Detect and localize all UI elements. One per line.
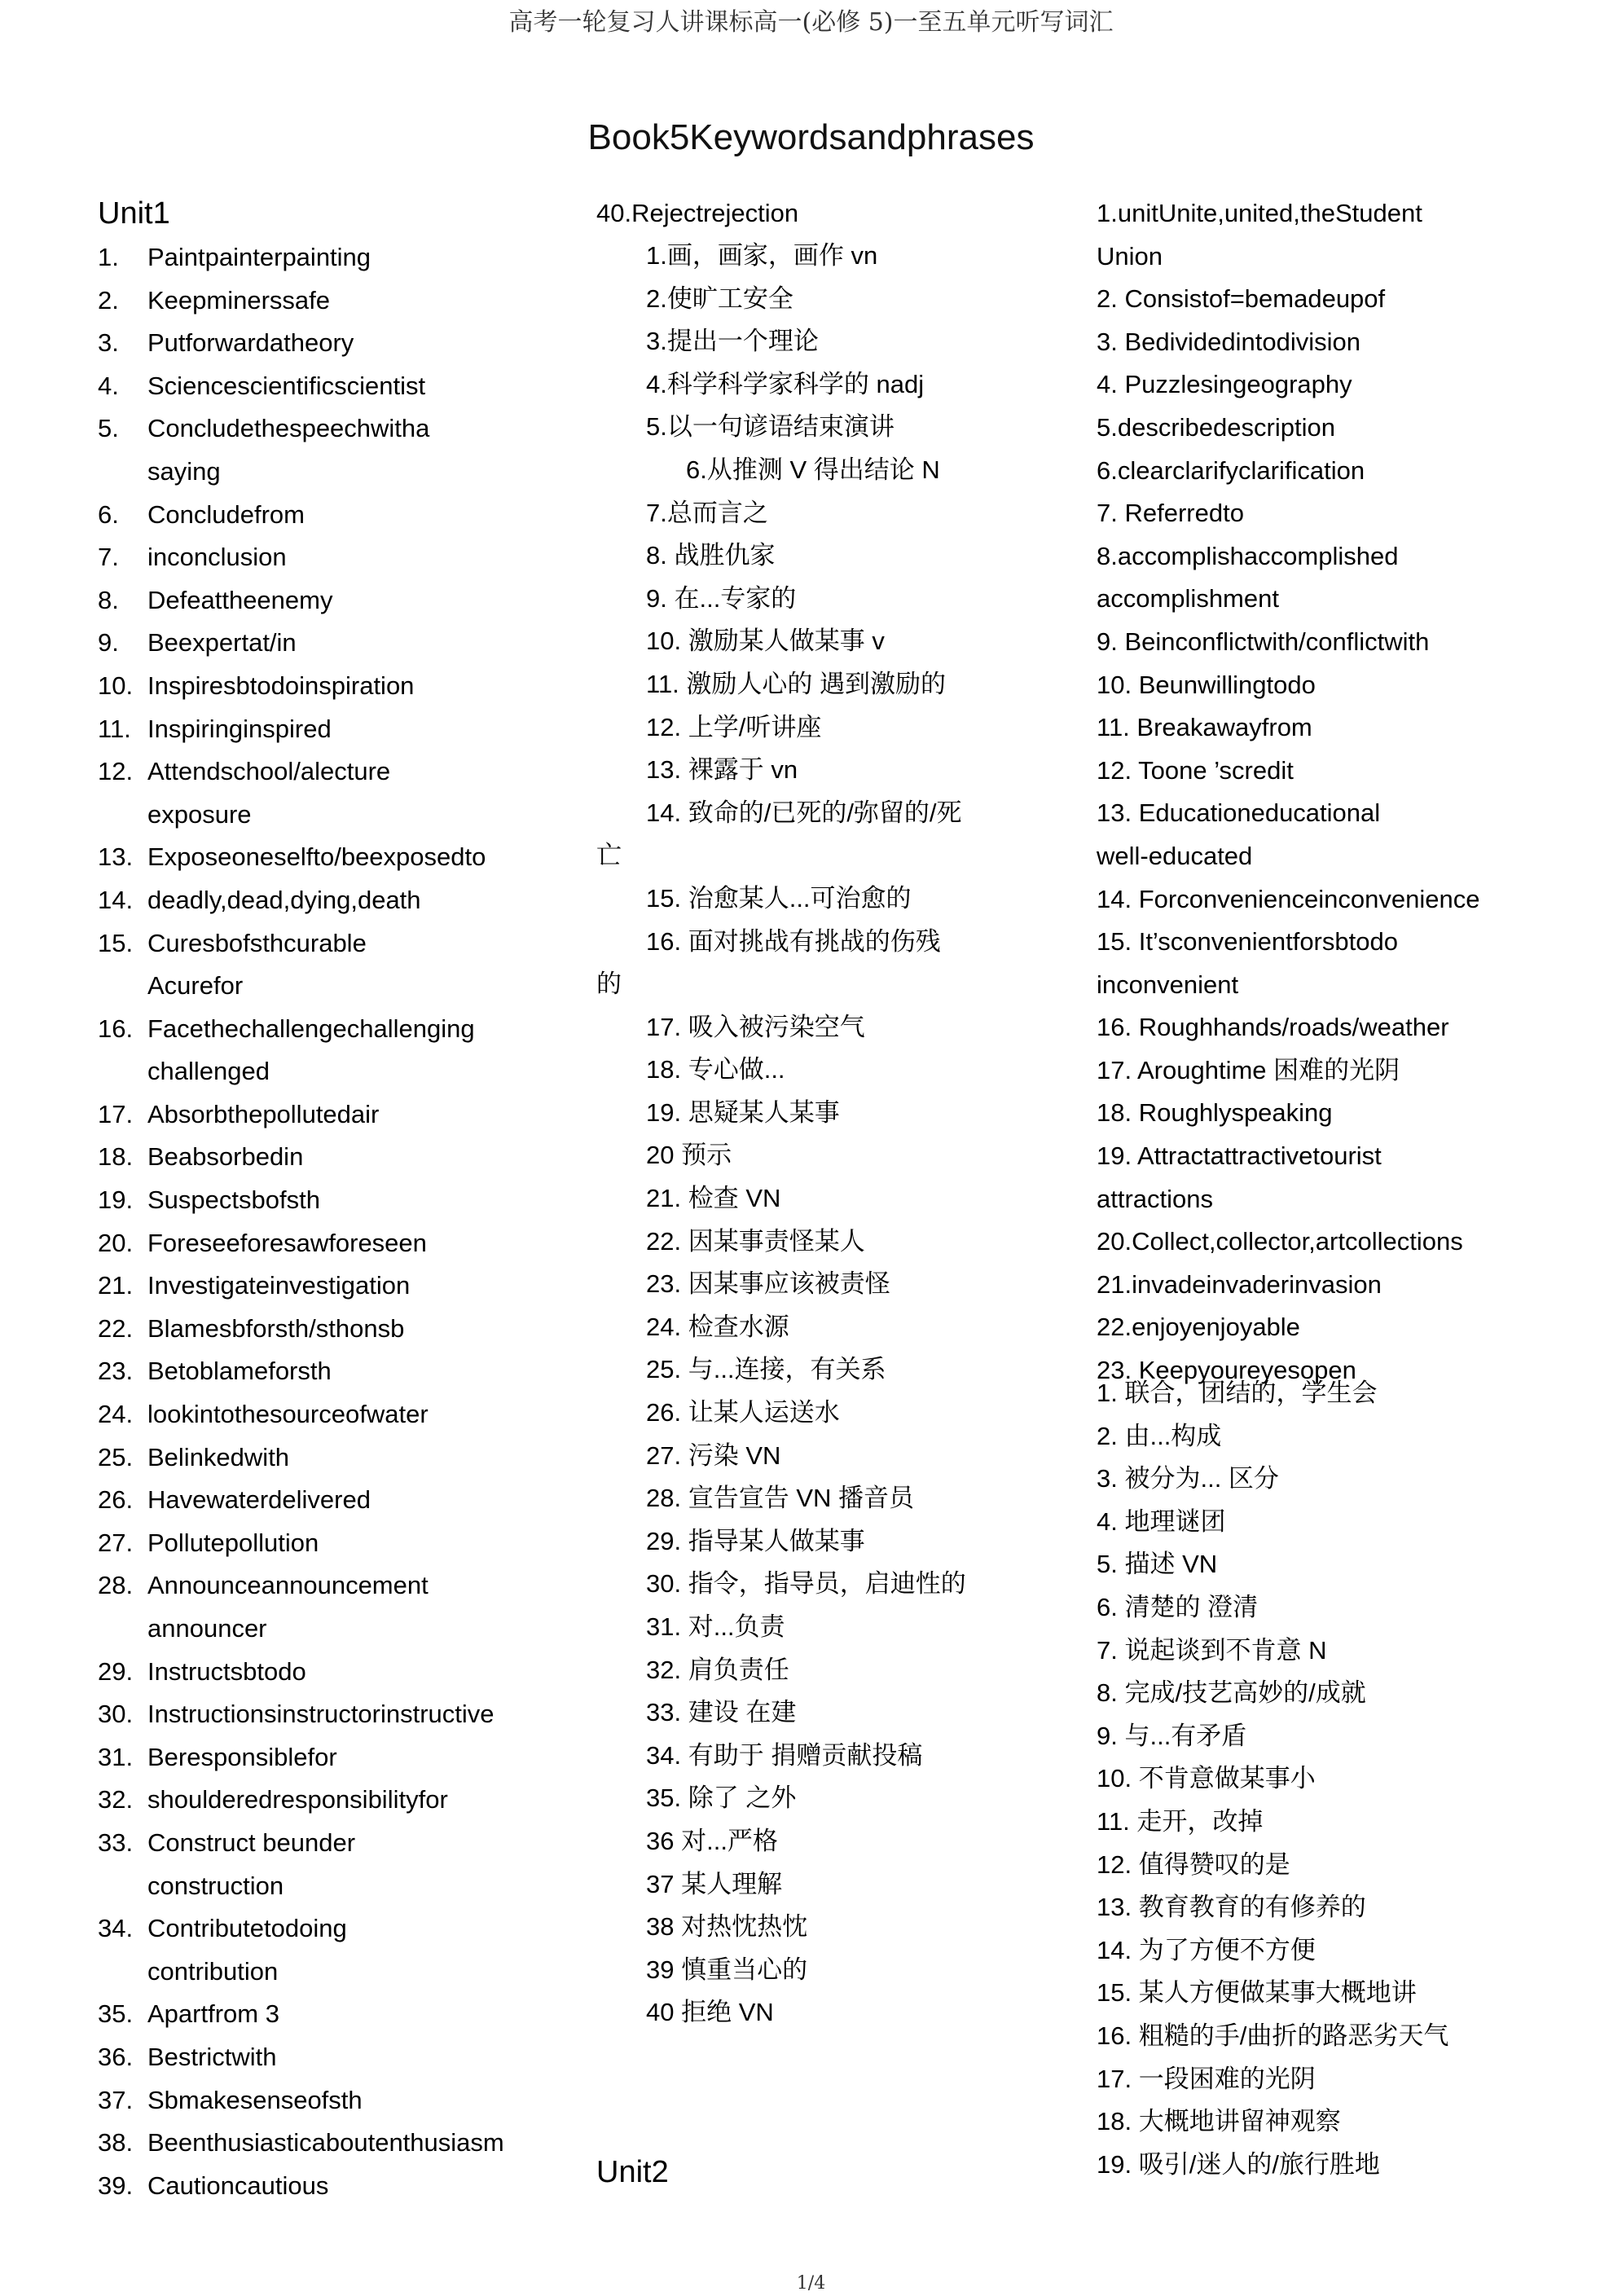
- item-number: 9.: [98, 628, 119, 658]
- list-item: [98, 407, 554, 451]
- item-text: Beresponsiblefor: [147, 1742, 337, 1771]
- item-number: 36.: [98, 2042, 134, 2071]
- list-item: 11. 走开，改掉: [1097, 1806, 1264, 1836]
- list-item: 5.describedescription: [1097, 412, 1335, 442]
- list-item: [98, 1436, 554, 1480]
- list-item: 26. 让某人运送水: [646, 1398, 840, 1427]
- item-number: 17.: [98, 1099, 134, 1128]
- item-text: Acurefor: [147, 971, 244, 1001]
- list-item: 10. Beunwillingtodo: [1097, 670, 1316, 699]
- unit2-list: [1097, 192, 1553, 1392]
- item-text: Beenthusiasticaboutenthusiasm: [147, 2128, 504, 2157]
- list-item: [98, 1522, 554, 1565]
- list-item: 11. Breakawayfrom: [1097, 713, 1312, 742]
- list-item: [98, 1907, 554, 1951]
- item-text: Instructsbtodo: [147, 1656, 306, 1686]
- item-text: Putforwardatheory: [147, 328, 354, 358]
- list-item: [98, 2036, 554, 2079]
- item-number: 3.: [98, 328, 119, 358]
- list-item: 38 对热忱热忱: [646, 1912, 808, 1942]
- list-item: [98, 622, 554, 665]
- list-item: 19. 思疑某人某事: [646, 1097, 840, 1127]
- list-item: 19. Attractattractivetourist: [1097, 1141, 1382, 1171]
- item-text: Instructionsinstructorinstructive: [147, 1700, 495, 1729]
- list-item: 13. 裸露于 vn: [646, 755, 798, 785]
- item-text: Havewaterdelivered: [147, 1485, 371, 1515]
- item-number: 7.: [98, 543, 119, 572]
- chinese-list: [596, 235, 1053, 2034]
- list-item: [98, 1736, 554, 1779]
- list-item: [98, 1865, 554, 1908]
- item-text: Blamesbforsth/sthonsb: [147, 1313, 405, 1343]
- list-item: 18. 专心做...: [646, 1055, 785, 1084]
- item-text: lookintothesourceofwater: [147, 1400, 429, 1429]
- item-number: 37.: [98, 2085, 134, 2114]
- item-number: 28.: [98, 1571, 134, 1600]
- list-item: [98, 750, 554, 794]
- list-item: 9. Beinconflictwith/conflictwith: [1097, 627, 1430, 656]
- list-item: 8. 战胜仇家: [646, 541, 776, 570]
- list-item: 18. Roughlyspeaking: [1097, 1098, 1333, 1128]
- list-item: [98, 579, 554, 622]
- list-item: 23. 因某事应该被责怪: [646, 1269, 890, 1299]
- list-item: [98, 879, 554, 922]
- item-number: 26.: [98, 1485, 134, 1515]
- list-item: 15. 治愈某人...可治愈的: [646, 883, 912, 913]
- page-header: 高考一轮复习人讲课标高一(必修 5)一至五单元听写词汇: [508, 8, 1114, 37]
- list-item: 6.clearclarifyclarification: [1097, 455, 1365, 485]
- list-item: [98, 536, 554, 579]
- item-text: Contributetodoing: [147, 1914, 347, 1943]
- list-item: [98, 665, 554, 708]
- unit2-heading: Unit2: [596, 2155, 669, 2189]
- item-number: 23.: [98, 1357, 134, 1386]
- item-text: inconclusion: [147, 543, 287, 572]
- list-item: 13. 教育教育的有修养的: [1097, 1893, 1366, 1922]
- list-item: 10. 激励某人做某事 v: [646, 627, 885, 656]
- item-number: 20.: [98, 1228, 134, 1257]
- list-item: [98, 1136, 554, 1179]
- list-item: 4. 地理谜团: [1097, 1506, 1226, 1536]
- item-text: Inspiringinspired: [147, 714, 332, 743]
- item-number: 24.: [98, 1400, 134, 1429]
- item-text: contribution: [147, 1956, 279, 1986]
- list-item: Union: [1097, 241, 1163, 271]
- list-item: 5. 描述 VN: [1097, 1550, 1218, 1579]
- unit1-list: [98, 236, 554, 2207]
- list-item: 12. 值得赞叹的是: [1097, 1850, 1290, 1879]
- list-item: 13. Educationeducational: [1097, 798, 1381, 828]
- list-item: [98, 1479, 554, 1522]
- item-text: Attendschool/alecture: [147, 757, 391, 786]
- item-number: 13.: [98, 842, 134, 872]
- item-text: shoulderedresponsibilityfor: [147, 1785, 448, 1814]
- list-item: 20 预示: [646, 1141, 732, 1170]
- list-item: [98, 2165, 554, 2208]
- item-text: Sbmakesenseofsth: [147, 2085, 363, 2114]
- item-text: exposure: [147, 799, 252, 829]
- list-item: 9. 在...专家的: [646, 583, 797, 613]
- list-item: 21.invadeinvaderinvasion: [1097, 1269, 1382, 1299]
- list-item: [98, 1693, 554, 1736]
- item-text: Construct beunder: [147, 1828, 356, 1857]
- item-text: saying: [147, 456, 221, 486]
- list-item: 2.使旷工安全: [646, 284, 793, 313]
- list-item: 2. 由...构成: [1097, 1421, 1222, 1450]
- list-item: 29. 指导某人做某事: [646, 1526, 865, 1555]
- list-item: 24. 检查水源: [646, 1312, 789, 1341]
- column-unit2-english: [1097, 192, 1553, 1392]
- item-number: 25.: [98, 1442, 134, 1471]
- item-number: 33.: [98, 1828, 134, 1857]
- item-text: Investigateinvestigation: [147, 1271, 411, 1300]
- list-item: [98, 1093, 554, 1137]
- list-item: [98, 1651, 554, 1694]
- item-number: 18.: [98, 1142, 134, 1172]
- item-text: Foreseeforesawforeseen: [147, 1228, 427, 1257]
- unit2-chinese-list: [1097, 1372, 1553, 2186]
- item-text: Betoblameforsth: [147, 1357, 332, 1386]
- item-text: Cautioncautious: [147, 2171, 329, 2200]
- list-item: 33. 建设 在建: [646, 1698, 797, 1727]
- list-item: 15. It’sconvenientforsbtodo: [1097, 927, 1398, 957]
- list-item: [98, 1822, 554, 1865]
- column-chinese-translations: [596, 192, 1053, 2034]
- list-item: attractions: [1097, 1184, 1214, 1213]
- item-text: Apartfrom 3: [147, 1999, 279, 2029]
- list-item: 12. Toone ’scredit: [1097, 755, 1294, 785]
- item-text: Concludefrom: [147, 499, 305, 529]
- item-number: 2.: [98, 285, 119, 314]
- list-item: 14. Forconvenienceinconvenience: [1097, 884, 1480, 913]
- list-item: [98, 1008, 554, 1051]
- list-item: 18. 大概地讲留神观察: [1097, 2107, 1341, 2136]
- item-number: 5.: [98, 414, 119, 443]
- list-item: 1.unitUnite,united,theStudent: [1097, 199, 1422, 227]
- item-text: Paintpainterpainting: [147, 243, 371, 271]
- list-item: 1. 联合，团结的，学生会: [1097, 1379, 1378, 1407]
- item-text: announcer: [147, 1614, 267, 1643]
- list-item: [98, 794, 554, 837]
- list-item: 亡: [596, 841, 622, 870]
- item-number: 34.: [98, 1914, 134, 1943]
- item-text: Facethechallengechallenging: [147, 1014, 475, 1043]
- item-number: 4.: [98, 371, 119, 400]
- list-item: [98, 965, 554, 1008]
- list-item: 36 对...严格: [646, 1826, 778, 1855]
- item-number: 30.: [98, 1700, 134, 1729]
- list-item: 30. 指令，指导员，启迪性的: [646, 1569, 966, 1599]
- item-number: 16.: [98, 1014, 134, 1043]
- list-item: [98, 236, 554, 279]
- list-item: [98, 1564, 554, 1608]
- item-text: Inspiresbtodoinspiration: [147, 671, 415, 700]
- item-number: 12.: [98, 757, 134, 786]
- item-text: Exposeoneselfto/beexposedto: [147, 842, 486, 872]
- list-item: [98, 1951, 554, 1994]
- item-number: 10.: [98, 671, 134, 700]
- item-number: 11.: [98, 714, 131, 743]
- item-text: Keepminerssafe: [147, 285, 331, 314]
- unit1-heading: Unit1: [98, 196, 170, 231]
- list-item: [98, 836, 554, 879]
- item-text: Beabsorbedin: [147, 1142, 304, 1172]
- list-item: 39 慎重当心的: [646, 1955, 808, 1984]
- item-text: Bestrictwith: [147, 2042, 277, 2071]
- item-number: 35.: [98, 1999, 134, 2029]
- item-text: Curesbofsthcurable: [147, 928, 367, 957]
- list-item: 35. 除了 之外: [646, 1784, 797, 1813]
- list-item: [98, 1050, 554, 1093]
- list-item: 25. 与...连接，有关系: [646, 1355, 886, 1384]
- item-text: Defeattheenemy: [147, 585, 333, 614]
- list-item: 17. 吸入被污染空气: [646, 1012, 865, 1041]
- list-item: 15. 某人方便做某事大概地讲: [1097, 1978, 1417, 2008]
- list-item: 4. Puzzlesingeography: [1097, 370, 1352, 399]
- list-item: [98, 1608, 554, 1651]
- list-item: 27. 污染 VN: [646, 1440, 781, 1470]
- list-item: 6. 清楚的 澄清: [1097, 1592, 1259, 1621]
- item-number: 22.: [98, 1313, 134, 1343]
- list-item: 7. 说起谈到不肯意 N: [1097, 1635, 1327, 1665]
- item-text: deadly,dead,dying,death: [147, 885, 421, 914]
- list-item: 28. 宣告宣告 VN 播音员: [646, 1484, 914, 1513]
- list-item: 40 拒绝 VN: [646, 1998, 774, 2027]
- item-number: 1.: [98, 243, 119, 271]
- item-text: Sciencescientificscientist: [147, 371, 426, 400]
- list-item: 22. 因某事责怪某人: [646, 1226, 865, 1256]
- item-40-reject: 40.Rejectrejection: [596, 199, 799, 227]
- list-item: 3. Bedividedintodivision: [1097, 327, 1360, 356]
- item-text: Announceannouncement: [147, 1571, 429, 1600]
- list-item: 4.科学科学家科学的 nadj: [646, 369, 925, 398]
- list-item: [98, 365, 554, 408]
- list-item: well-educated: [1097, 841, 1253, 870]
- column-unit2-chinese: [1097, 1372, 1553, 2186]
- list-item: 14. 致命的/已死的/弥留的/死: [646, 798, 962, 827]
- list-item: 22.enjoyenjoyable: [1097, 1313, 1300, 1342]
- list-item: [98, 2122, 554, 2165]
- list-item: 1.画，画家，画作 vn: [646, 241, 878, 270]
- list-item: 3. 被分为... 区分: [1097, 1464, 1279, 1493]
- list-item: 8.accomplishaccomplished: [1097, 541, 1399, 570]
- list-item: 32. 肩负责任: [646, 1655, 789, 1684]
- list-item: 16. 面对挑战有挑战的伤残: [646, 926, 941, 956]
- item-number: 31.: [98, 1742, 134, 1771]
- list-item: 16. Roughhands/roads/weather: [1097, 1013, 1449, 1042]
- list-item: [98, 2079, 554, 2122]
- list-item: 的: [596, 970, 622, 999]
- list-item: 17. Aroughtime 困难的光阴: [1097, 1055, 1400, 1084]
- list-item: 11. 激励人心的 遇到激励的: [646, 669, 947, 698]
- page-number: 1/4: [796, 2273, 826, 2294]
- list-item: inconvenient: [1097, 970, 1239, 999]
- list-item: 12. 上学/听讲座: [646, 712, 822, 741]
- item-text: construction: [147, 1871, 284, 1900]
- item-text: challenged: [147, 1057, 270, 1086]
- list-item: [98, 708, 554, 751]
- list-item: 31. 对...负责: [646, 1612, 785, 1641]
- item-number: 8.: [98, 585, 119, 614]
- list-item: 7. Referredto: [1097, 499, 1244, 528]
- list-item: [98, 1393, 554, 1436]
- list-item: 8. 完成/技艺高妙的/成就: [1097, 1678, 1366, 1708]
- item-text: Suspectsbofsth: [147, 1185, 320, 1215]
- list-item: 7.总而言之: [646, 498, 768, 527]
- list-item: [98, 1308, 554, 1351]
- list-item: 19. 吸引/迷人的/旅行胜地: [1097, 2149, 1380, 2179]
- item-text: Beexpertat/in: [147, 628, 297, 658]
- item-number: 19.: [98, 1185, 134, 1215]
- list-item: accomplishment: [1097, 584, 1279, 614]
- item-text: Pollutepollution: [147, 1528, 319, 1557]
- list-item: 20.Collect,collector,artcollections: [1097, 1227, 1463, 1256]
- list-item: [98, 1350, 554, 1393]
- item-text: Absorbthepollutedair: [147, 1099, 380, 1128]
- list-item: [98, 1993, 554, 2036]
- list-item: [98, 922, 554, 965]
- list-item: [98, 279, 554, 323]
- list-item: [98, 1779, 554, 1822]
- item-number: 14.: [98, 885, 134, 914]
- list-item: 17. 一段困难的光阴: [1097, 2064, 1316, 2093]
- list-item: 34. 有助于 捐赠贡献投稿: [646, 1740, 923, 1770]
- list-item: 37 某人理解: [646, 1869, 783, 1898]
- document-title: Book5Keywordsandphrases: [587, 117, 1035, 157]
- list-item: [98, 451, 554, 494]
- list-item: [98, 1179, 554, 1222]
- item-number: 21.: [98, 1271, 134, 1300]
- item-number: 38.: [98, 2128, 134, 2157]
- list-item: [98, 494, 554, 537]
- list-item: 14. 为了方便不方便: [1097, 1935, 1316, 1964]
- item-number: 15.: [98, 928, 134, 957]
- list-item: 16. 粗糙的手/曲折的路恶劣天气: [1097, 2021, 1449, 2050]
- list-item: 10. 不肯意做某事小: [1097, 1764, 1316, 1793]
- item-number: 39.: [98, 2171, 134, 2200]
- item-number: 32.: [98, 1785, 134, 1814]
- item-number: 6.: [98, 499, 119, 529]
- item-text: Belinkedwith: [147, 1442, 290, 1471]
- list-item: [98, 1265, 554, 1308]
- column-unit1-english: [98, 192, 554, 2207]
- list-item: 5.以一句谚语结束演讲: [646, 412, 895, 442]
- list-item: 6.从推测 V 得出结论 N: [686, 455, 940, 484]
- list-item: [98, 1222, 554, 1265]
- list-item: 2. Consistof=bemadeupof: [1097, 284, 1386, 314]
- list-item: 9. 与...有矛盾: [1097, 1721, 1247, 1750]
- list-item: [98, 322, 554, 365]
- list-item: 23. Keepyoureyesopen: [1097, 1356, 1356, 1385]
- list-item: 21. 检查 VN: [646, 1184, 781, 1213]
- item-text: Concludethespeechwitha: [147, 414, 430, 443]
- list-item: 3.提出一个理论: [646, 327, 819, 356]
- item-number: 29.: [98, 1656, 134, 1686]
- item-number: 27.: [98, 1528, 134, 1557]
